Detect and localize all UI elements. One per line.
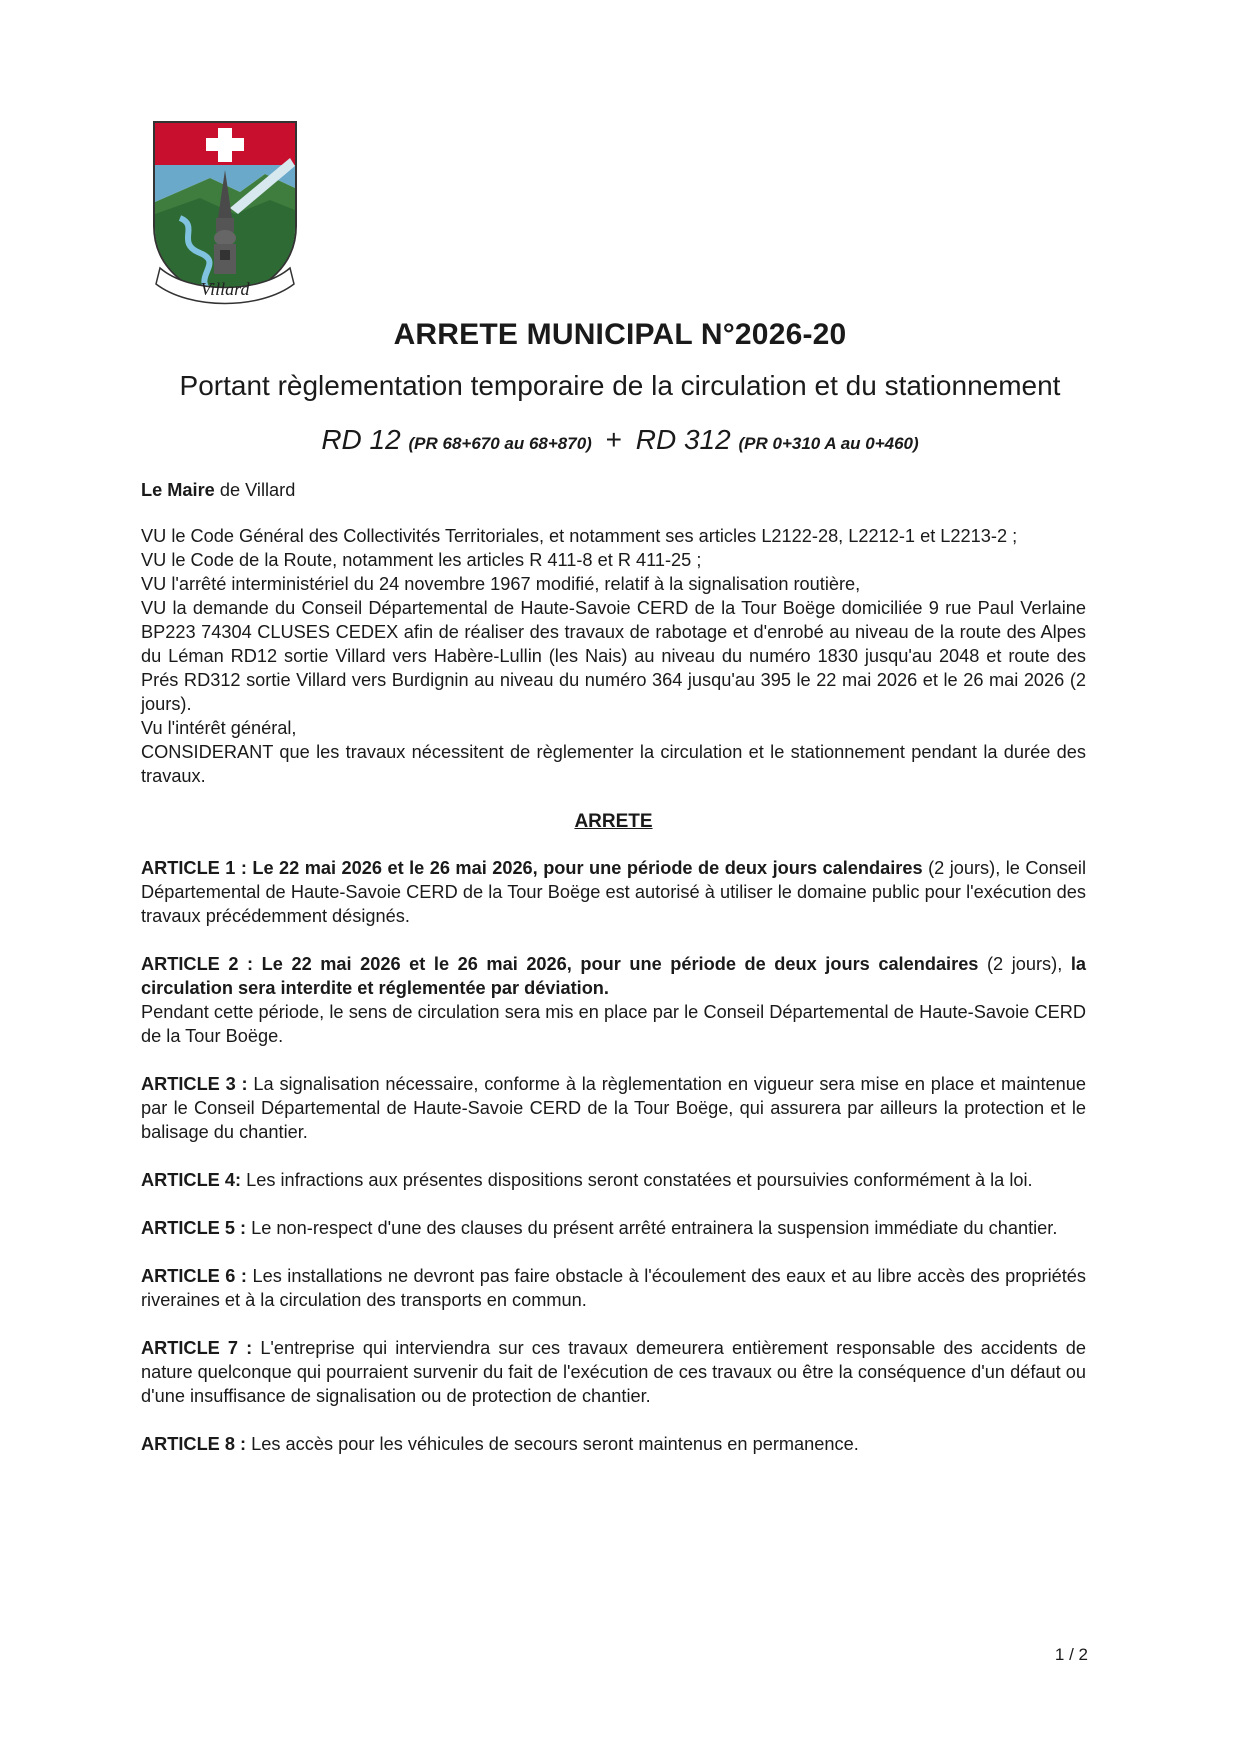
road2-pr: (PR 0+310 A au 0+460) — [738, 434, 919, 453]
municipal-crest-logo — [150, 118, 300, 314]
vu-paragraph: CONSIDERANT que les travaux nécessitent de règlementer la circulation et le stationnement pendant la durée des travaux. — [141, 742, 1086, 786]
vu-paragraph: VU le Code Général des Collectivités Territoriales, et notamment ses articles L2122-28, L2212-1 et L2213-2 ; — [141, 526, 1018, 546]
road1-pr: (PR 68+670 au 68+870) — [408, 434, 592, 453]
vu-paragraph: Vu l'intérêt général, — [141, 718, 297, 738]
vu-block — [141, 524, 1086, 788]
article-1: ARTICLE 1 : Le 22 mai 2026 et le 26 mai 2026, pour une période de deux jours calendaires (2 jours), le Conseil Départemental de Haute-Savoie CERD de la Tour Boëge est autorisé à utiliser le domaine public pour l'exécution des travaux précédemment désignés. — [141, 858, 1086, 926]
road2-label: RD 312 — [635, 424, 731, 455]
vu-paragraph: VU le Code de la Route, notamment les articles R 411-8 et R 411-25 ; — [141, 550, 702, 570]
decree-subtitle: Portant règlementation temporaire de la circulation et du stationnement — [179, 370, 1061, 401]
decree-body — [141, 478, 1086, 1480]
road1-label: RD 12 — [321, 424, 401, 455]
article-2: ARTICLE 2 : Le 22 mai 2026 et le 26 mai 2026, pour une période de deux jours calendaires (2 jours), la circulation sera interdite et réglementée par déviation. Pendant cette période, le sens de circulation sera mis en place par le Conseil Départemental de Haute-Savoie CERD de la Tour Boëge. — [141, 954, 1086, 1046]
article-4: ARTICLE 4: Les infractions aux présentes dispositions seront constatées et poursuivies conformément à la loi. — [141, 1170, 1033, 1190]
article-8: ARTICLE 8 : Les accès pour les véhicules de secours seront maintenus en permanence. — [141, 1434, 859, 1454]
plus-sign: + — [605, 424, 622, 455]
article-5: ARTICLE 5 : Le non-respect d'une des clauses du présent arrêté entrainera la suspension immédiate du chantier. — [141, 1218, 1058, 1238]
vu-paragraph: VU la demande du Conseil Départemental de Haute-Savoie CERD de la Tour Boëge domiciliée 9 rue Paul Verlaine BP223 74304 CLUSES CEDEX afin de réaliser des travaux de rabotage et d'enrobé au niveau de la route des Alpes du Léman RD12 sortie Villard vers Habère-Lullin (les Nais) au niveau du numéro 1830 jusqu'au 2048 et route des Prés RD312 sortie Villard vers Burdignin au niveau du numéro 364 jusqu'au 395 le 22 mai 2026 et le 26 mai 2026 (2 jours). — [141, 598, 1086, 714]
page-number: 1 / 2 — [1054, 1645, 1088, 1664]
svg-text:Villard: Villard — [200, 279, 250, 299]
article-3: ARTICLE 3 : La signalisation nécessaire, conforme à la règlementation en vigueur sera mise en place et maintenue par le Conseil Départemental de Haute-Savoie CERD de la Tour Boëge, qui assurera par ailleurs la protection et le balisage du chantier. — [141, 1074, 1086, 1142]
article-7: ARTICLE 7 : L'entreprise qui interviendra sur ces travaux demeurera entièrement responsable des accidents de nature quelconque qui pourraient survenir du fait de l'exécution de ces travaux ou être la conséquence d'un défaut ou d'une insuffisance de signalisation ou de protection de chantier. — [141, 1338, 1086, 1406]
maire-line: Le Maire de Villard — [141, 480, 296, 500]
arrete-heading: ARRETE — [574, 811, 653, 832]
article-6: ARTICLE 6 : Les installations ne devront pas faire obstacle à l'écoulement des eaux et au libre accès des propriétés riveraines et à la circulation des transports en commun. — [141, 1266, 1086, 1310]
vu-paragraph: VU l'arrêté interministériel du 24 novembre 1967 modifié, relatif à la signalisation routière, — [141, 574, 861, 594]
decree-title: ARRETE MUNICIPAL N°2026-20 — [393, 318, 847, 351]
roads-line — [0, 424, 1240, 456]
